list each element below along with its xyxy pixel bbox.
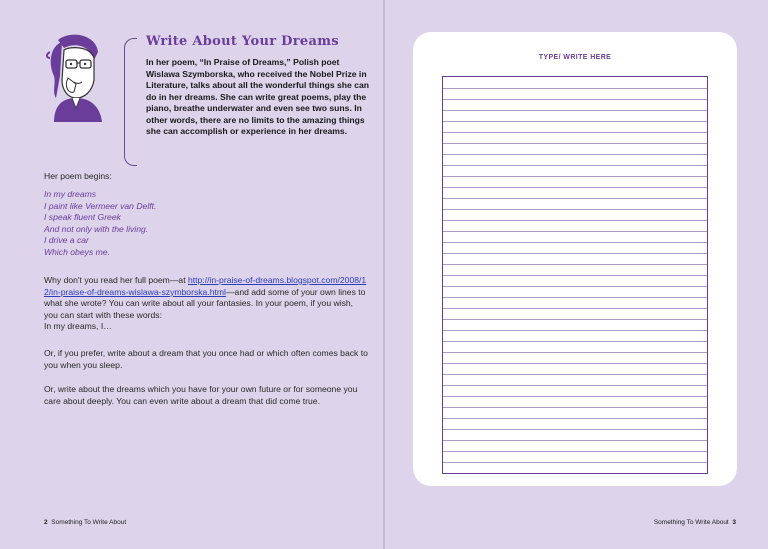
poem-link[interactable]: http://in-praise-of-dreams.blogspot.com/2008/12/in-praise-of-dreams-wislawa-szymborska.html xyxy=(44,275,367,297)
paragraph-text: —and add some of your own lines to what she wrote? You can write about all your fantasies. In your poem, if you wish, you can start with these words: xyxy=(44,286,366,320)
writing-line xyxy=(443,198,707,199)
footer-title: Something To Write About xyxy=(51,519,127,526)
writing-line xyxy=(443,143,707,144)
start-words: In my dreams, I… xyxy=(44,321,112,332)
writing-line xyxy=(443,121,707,122)
writing-line xyxy=(443,385,707,386)
poem-line: I speak fluent Greek xyxy=(44,212,121,223)
poem-line: And not only with the living. xyxy=(44,223,149,234)
left-page xyxy=(0,0,383,549)
writing-line xyxy=(443,418,707,419)
writing-line xyxy=(443,286,707,287)
intro-bracket xyxy=(124,38,137,166)
writing-line xyxy=(443,396,707,397)
paragraph-read-poem xyxy=(44,275,369,333)
writing-line xyxy=(443,264,707,265)
poem-intro: Her poem begins: xyxy=(44,171,112,181)
writing-line xyxy=(443,330,707,331)
writing-line xyxy=(443,440,707,441)
writing-line xyxy=(443,451,707,452)
paragraph-dream-recurring: Or, if you prefer, write about a dream that you once had or which often comes back to you when you sleep. xyxy=(44,348,368,370)
writing-line xyxy=(443,154,707,155)
writing-line xyxy=(443,209,707,210)
writing-line xyxy=(443,407,707,408)
writing-line xyxy=(443,88,707,89)
writing-card xyxy=(413,32,737,486)
writing-line xyxy=(443,132,707,133)
paragraph-text: Why don't you read her full poem—at xyxy=(44,275,188,285)
writing-line xyxy=(443,319,707,320)
writing-line xyxy=(443,110,707,111)
writing-line xyxy=(443,165,707,166)
writing-line xyxy=(443,308,707,309)
writing-line xyxy=(443,297,707,298)
footer-title: Something To Write About xyxy=(653,519,729,526)
poem-line: Which obeys me. xyxy=(44,246,110,257)
card-label: TYPE/ WRITE HERE xyxy=(538,54,612,61)
writing-line xyxy=(443,341,707,342)
right-footer xyxy=(654,519,736,526)
poem-line: I drive a car xyxy=(44,235,89,246)
writing-line xyxy=(443,363,707,364)
page-number: 3 xyxy=(732,519,736,526)
writing-line xyxy=(443,187,707,188)
intro-paragraph: In her poem, “In Praise of Dreams,” Polish poet Wislawa Szymborska, who received the Nobel Prize in Literature, talks about all the wonderful things she can do in her dreams. She can write great poems, play the piano, breathe underwater and even see two suns. In other words, there are no limits to the amazing things she can accomplish or experience in her dreams. xyxy=(146,57,369,136)
writing-line xyxy=(443,352,707,353)
woman-with-glasses-illustration xyxy=(40,32,112,122)
writing-line xyxy=(443,220,707,221)
writing-area[interactable] xyxy=(442,76,708,474)
writing-line xyxy=(443,462,707,463)
writing-line xyxy=(443,231,707,232)
writing-line xyxy=(443,99,707,100)
writing-line xyxy=(443,429,707,430)
writing-line xyxy=(443,275,707,276)
writing-line xyxy=(443,253,707,254)
page-title: Write About Your Dreams xyxy=(146,34,339,49)
poem-line: In my dreams xyxy=(44,189,97,199)
writing-line xyxy=(443,176,707,177)
left-footer xyxy=(44,519,126,526)
poem-line: I paint like Vermeer van Delft. xyxy=(44,200,157,211)
writing-line xyxy=(443,374,707,375)
writing-line xyxy=(443,242,707,243)
poem-excerpt xyxy=(44,189,369,259)
paragraph-future-dreams: Or, write about the dreams which you have for your own future or for someone you care about deeply. You can even write about a dream that did come true. xyxy=(44,384,358,406)
page-number: 2 xyxy=(44,519,48,526)
